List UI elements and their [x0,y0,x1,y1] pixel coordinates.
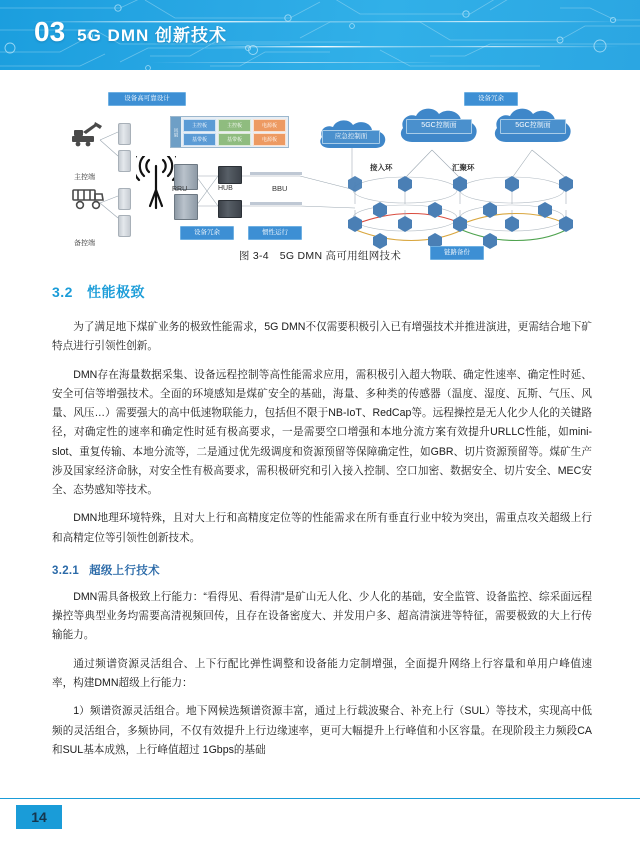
label-5gc-control-plane-1: 5GC控制面 [406,119,472,134]
figure-3-4-diagram [0,78,640,263]
section-number-3-2: 3.2 [52,284,73,300]
label-access-ring: 接入环 [370,163,393,172]
chapter-title: 5G DMN 创新技术 [77,26,227,45]
chapter-header-banner [0,0,640,70]
page-content [52,282,592,769]
page-number: 14 [16,805,62,829]
section-title-3-2-1: 超级上行技术 [89,564,160,577]
paragraph: 1）频谱资源灵活组合。地下网候选频谱资源丰富，通过上行载波聚合、补充上行（SUL）等技术，实现高中低频的灵活组合，多频协同，不仅有效提升上行边缘速率，更可大幅提升上行峰值和小区容量。在现阶段主力频段CA和SUL基本成熟，上行峰值超过 1Gbps的基础 [52,705,592,756]
section-number-3-2-1: 3.2.1 [52,564,80,577]
label-main-terminal: 主控端 [74,174,95,181]
label-inertial-operation: 惯性运行 [248,226,302,240]
figure-caption: 图 3-4 5G DMN 高可用组网技术 [238,250,402,262]
card-power-2: 电源板 [253,133,286,146]
paragraph: DMN地理环境特殊，且对大上行和高精度定位等的性能需求在所有垂直行业中较为突出，需重点攻关超级上行和高精定位等引领性创新技术。 [52,512,592,544]
paragraph: DMN需具备极致上行能力：“看得见、看得清”是矿山无人化、少人化的基础，安全监管、设备监控、综采面远程操控等典型业务均需要高清视频回传，且存在设备密度大、并发用户多、超高清演进等特征，需要极致的大上行传输能力。 [52,590,592,642]
label-bbu: BBU [272,184,288,193]
paragraph: 通过频谱资源灵活组合、上下行配比弹性调整和设备能力定制增强，全面提升网络上行容量和单用户峰值速率，构建DMN超级上行能力： [52,657,592,689]
network-node-icons [0,78,640,263]
footer-divider [0,798,640,799]
label-aggregation-ring: 汇聚环 [452,163,475,172]
card-power-1: 电源板 [253,119,286,132]
chapter-title-group [34,18,227,46]
paragraph: 为了满足地下煤矿业务的极致性能需求，5G DMN不仅需要积极引入已有增强技术并推进演进，更需结合地下矿特点进行引领性创新。 [52,321,592,353]
label-device-redundancy-right: 设备冗余 [464,92,518,106]
section-heading-3-2-1 [52,562,592,578]
section-title-3-2: 性能极致 [86,284,145,300]
label-hub: HUB [218,185,233,192]
rack-fan-text: 风扇 [174,127,179,137]
paragraph: DMN存在海量数据采集、设备远程控制等高性能需求应用，需积极引入超大物联、确定性速率、确定性时延、安全可信等增强技术。全面的环境感知是煤矿安全的基础，海量、多种类的传感器（温度、湿度、瓦斯、气压、风量、风压…）需要强大的高中低速物联能力，包括但不限于NB-IoT、RedCap等。远程操控是无人化少人化的关键路径，对确定性的速率和确定性时延有极高要求，一是需要空口增强和本地分流方案有效提升URLLC性能，如mini-slot、重复传输、本地分流等，二是通过优先级调度和资源预留等保障确定性，如GBR、切片资源预留等。煤矿生产涉及国家经济命脉，对安全性有极高要求，需积极研究和引入接入控制、空口加密、数据安全、切片安全、MEC安全、态势感知等技术。 [52,368,592,497]
label-rru: RRU [172,186,188,193]
card-baseband-1: 基带板 [183,133,216,146]
label-link-backup: 链路备份 [430,246,484,260]
chapter-number: 03 [34,16,66,47]
label-device-redundancy-left: 设备冗余 [180,226,234,240]
label-backup-terminal: 备控端 [74,240,95,247]
label-emergency-control-plane: 应急控制面 [322,130,380,144]
section-heading-3-2 [52,282,592,302]
card-main-2: 主控板 [218,119,251,132]
label-5gc-control-plane-2: 5GC控制面 [500,119,566,134]
card-baseband-2: 基带板 [218,133,251,146]
label-device-ha-design: 设备高可靠设计 [108,92,186,106]
card-main-1: 主控板 [183,119,216,132]
